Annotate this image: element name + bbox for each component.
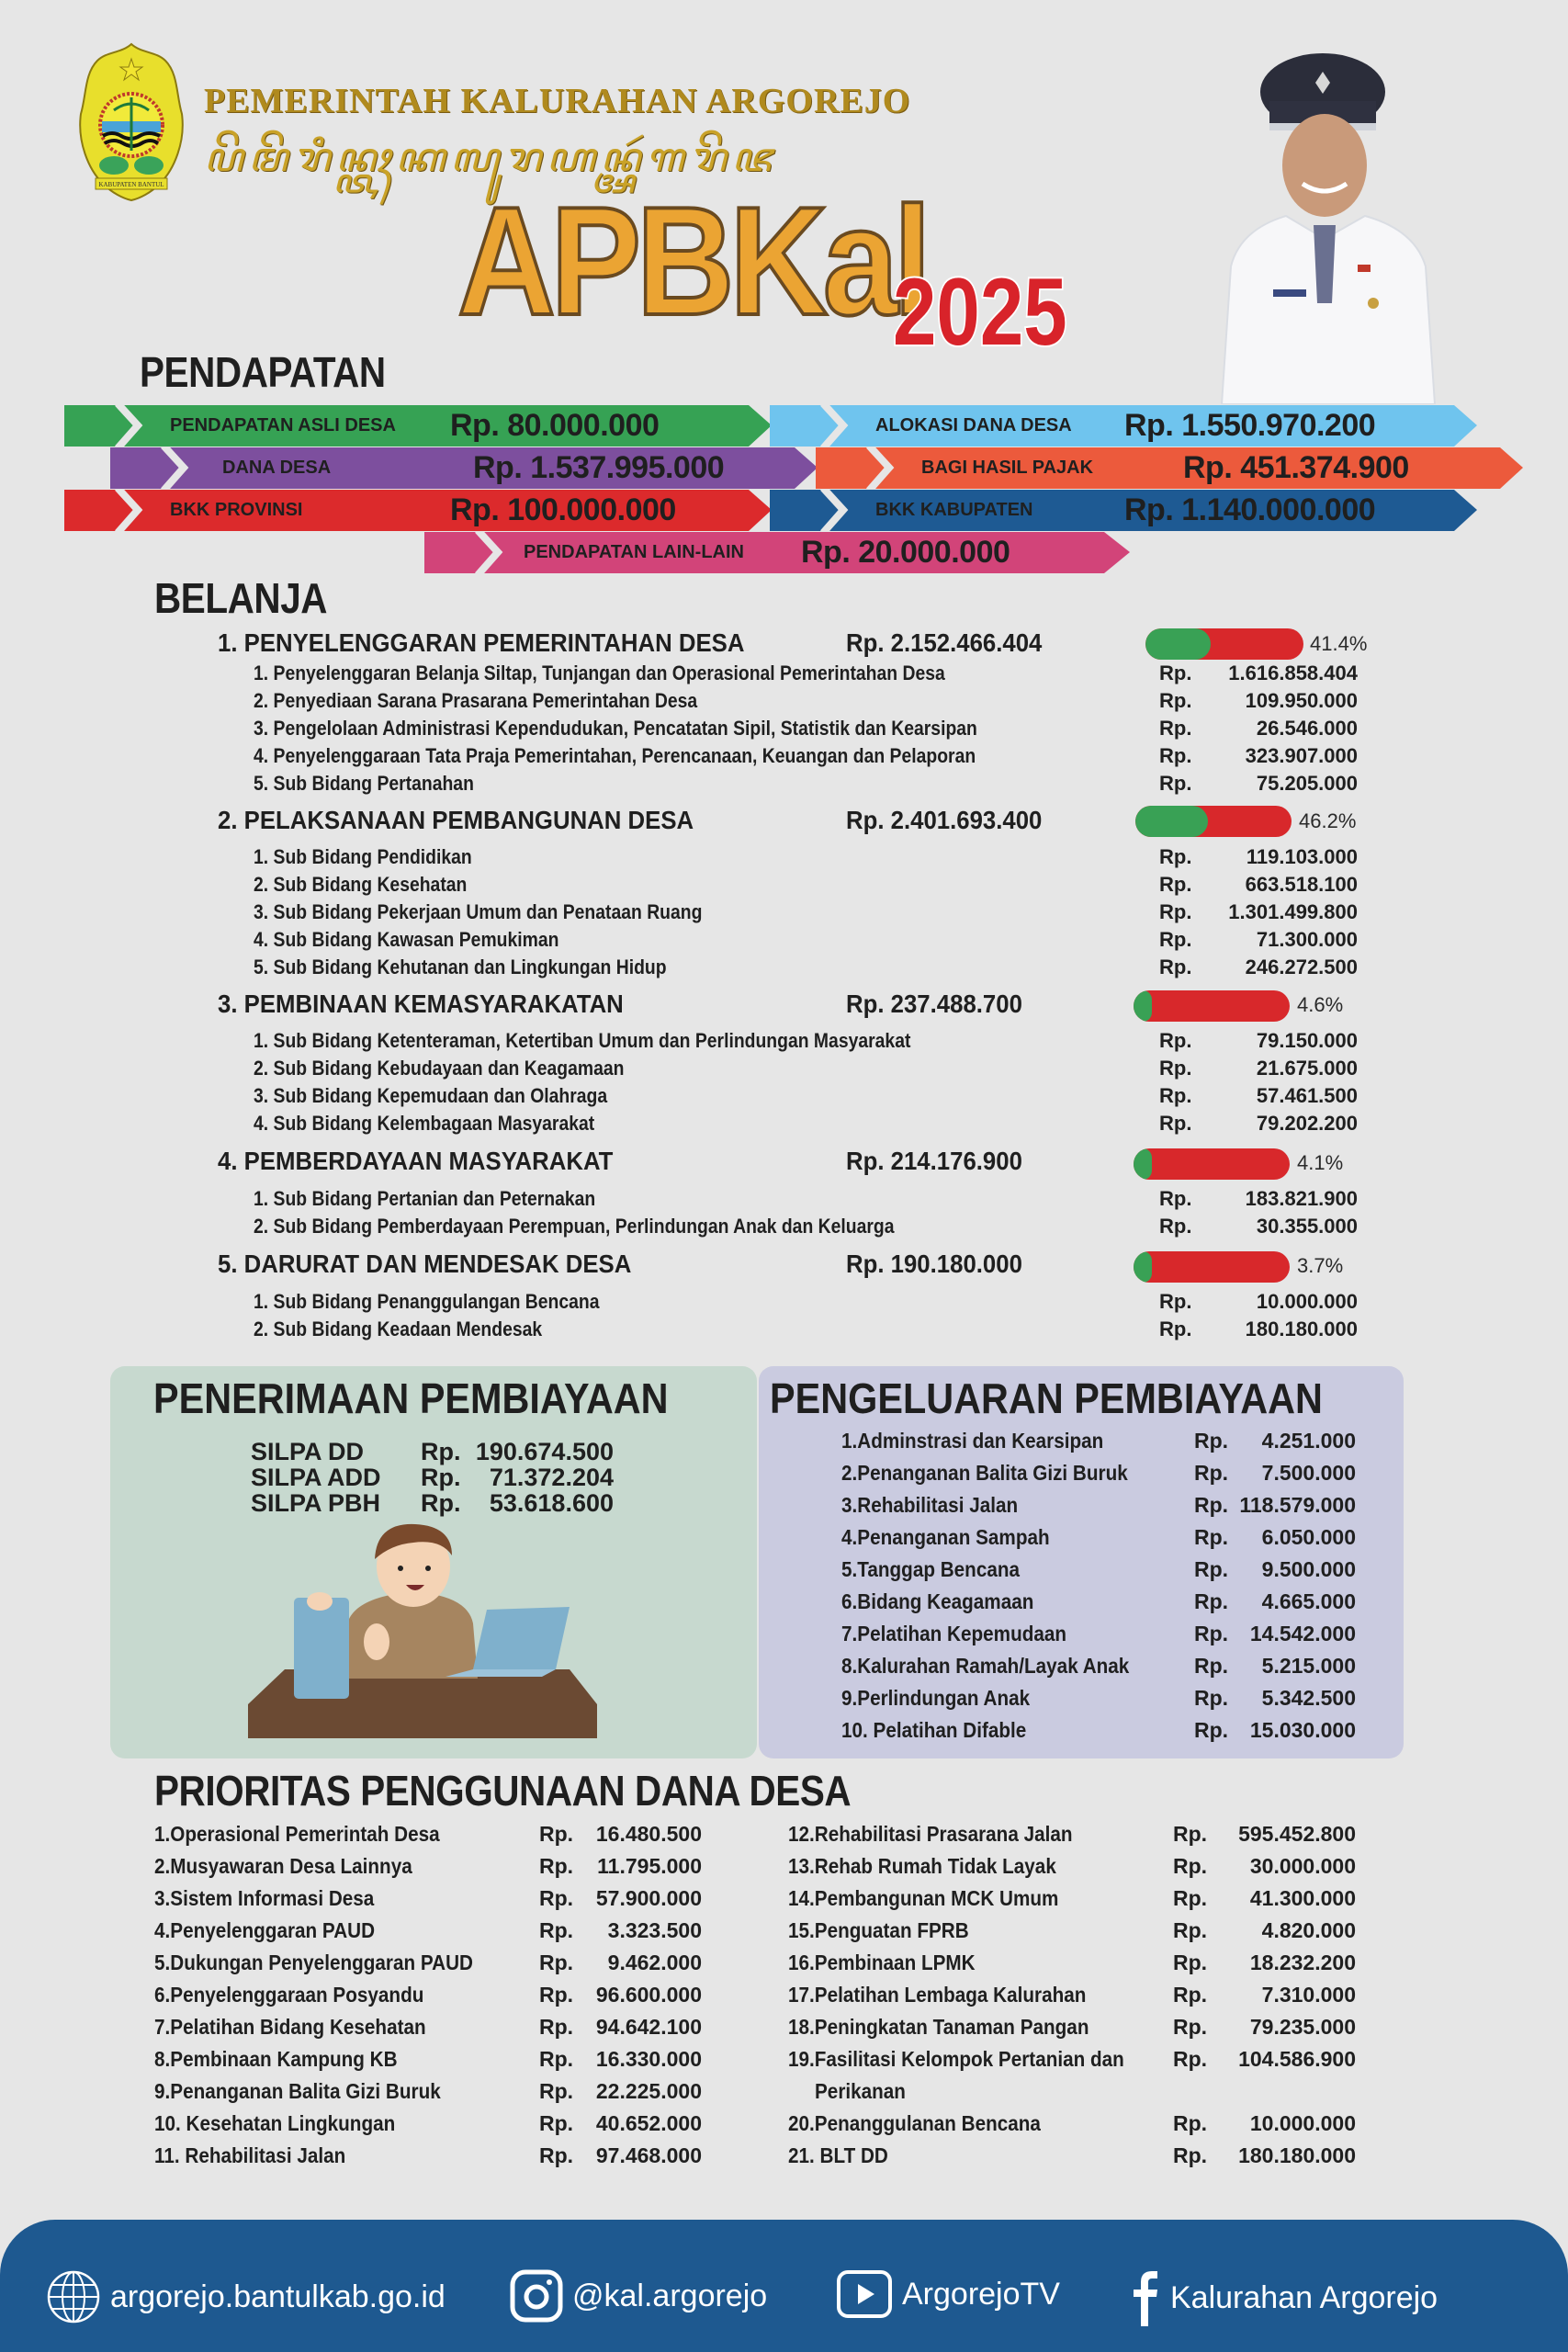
footer-youtube-link[interactable] (836, 2269, 1060, 2319)
currency-label: Rp. (1173, 1886, 1208, 1910)
belanja-item-value: 10.000.000 (1256, 1290, 1358, 1313)
belanja-percent-bar (1134, 1148, 1290, 1180)
currency-label: Rp. (1159, 1317, 1192, 1340)
currency-label: Rp. (539, 1918, 574, 1942)
belanja-item-value: 75.205.000 (1256, 772, 1358, 795)
prioritas-item-label: 9.Penanganan Balita Gizi Buruk (154, 2079, 441, 2103)
belanja-item-label: 1. Sub Bidang Ketenteraman, Ketertiban Umum dan Perlindungan Masyarakat (254, 1029, 911, 1052)
prioritas-item-value: 7.310.000 (1261, 1983, 1356, 2007)
globe-icon (46, 2269, 101, 2324)
pengeluaran-item-value: 5.215.000 (1261, 1654, 1356, 1678)
currency-label: Rp. (1159, 1112, 1192, 1135)
belanja-item-value: 109.950.000 (1245, 689, 1358, 712)
pendapatan-item-bhp (816, 447, 1523, 489)
prioritas-item-label: 20.Penanggulanan Bencana (788, 2111, 1041, 2135)
currency-label: Rp. (539, 1983, 574, 2007)
belanja-group-amount: Rp. 190.180.000 (846, 1250, 1022, 1278)
currency-label: Rp. (1194, 1525, 1229, 1549)
belanja-group-amount: Rp. 2.401.693.400 (846, 806, 1043, 834)
belanja-heading: BELANJA (154, 574, 328, 622)
currency-label: Rp. (1194, 1718, 1229, 1742)
silpa-value: 190.674.500 (475, 1438, 614, 1465)
instagram-icon (510, 2269, 563, 2323)
belanja-item-label: 1. Sub Bidang Penanggulangan Bencana (254, 1290, 600, 1313)
currency-label: Rp. (1159, 717, 1192, 740)
pengeluaran-item-value: 5.342.500 (1261, 1686, 1356, 1710)
currency-label: Rp. (1159, 873, 1192, 896)
footer-youtube-text: ArgorejoTV (902, 2276, 1060, 2312)
currency-label: Rp. (1159, 772, 1192, 795)
pengeluaran-item-value: 4.251.000 (1261, 1429, 1356, 1453)
pendapatan-label: PENDAPATAN LAIN-LAIN (524, 542, 744, 562)
currency-label: Rp. (1194, 1622, 1229, 1645)
belanja-item-value: 663.518.100 (1245, 873, 1358, 896)
pendapatan-item-bkk-provinsi (64, 490, 772, 531)
prioritas-item-label: 4.Penyelenggaran PAUD (154, 1918, 376, 1942)
penerimaan-pembiayaan-panel (110, 1366, 757, 1758)
prioritas-item-value: 30.000.000 (1249, 1854, 1356, 1878)
youtube-icon (836, 2269, 893, 2319)
currency-label: Rp. (1159, 662, 1192, 684)
belanja-item-label: 1. Sub Bidang Pendidikan (254, 845, 472, 868)
silpa-value: 53.618.600 (489, 1489, 614, 1517)
pengeluaran-item-label: 9.Perlindungan Anak (841, 1686, 1031, 1710)
currency-label: Rp. (1159, 1187, 1192, 1210)
belanja-percent-bar (1134, 990, 1290, 1022)
footer-facebook-link[interactable] (1128, 2269, 1438, 2326)
prioritas-item-value: 10.000.000 (1249, 2111, 1356, 2135)
currency-label: Rp. (1173, 1951, 1208, 1974)
currency-label: Rp. (539, 2111, 574, 2135)
currency-label: Rp. (539, 2047, 574, 2071)
prioritas-item-label: 13.Rehab Rumah Tidak Layak (788, 1854, 1056, 1878)
pendapatan-amount: Rp. 1.537.995.000 (473, 450, 725, 485)
prioritas-item-label: 3.Sistem Informasi Desa (154, 1886, 375, 1910)
prioritas-item-value: 41.300.000 (1249, 1886, 1356, 1910)
pengeluaran-item-label: 5.Tanggap Bencana (841, 1557, 1021, 1581)
currency-label: Rp. (1194, 1429, 1229, 1453)
pengeluaran-item-label: 7.Pelatihan Kepemudaan (841, 1622, 1067, 1645)
belanja-item-label: 2. Sub Bidang Pemberdayaan Perempuan, Perlindungan Anak dan Keluarga (254, 1215, 895, 1238)
pendapatan-label: BKK PROVINSI (170, 500, 303, 520)
belanja-percent-bar (1145, 628, 1303, 660)
currency-label: Rp. (1159, 928, 1192, 951)
prioritas-item-value: 16.330.000 (595, 2047, 702, 2071)
currency-label: Rp. (1173, 1854, 1208, 1878)
belanja-item-value: 183.821.900 (1245, 1187, 1358, 1210)
pengeluaran-item-label: 8.Kalurahan Ramah/Layak Anak (841, 1654, 1130, 1678)
silpa-label: SILPA PBH (251, 1489, 381, 1517)
currency-label: Rp. (1173, 2015, 1208, 2039)
footer-instagram-text: @kal.argorejo (572, 2278, 768, 2313)
prioritas-item-label: 15.Penguatan FPRB (788, 1918, 969, 1942)
pendapatan-amount: Rp. 451.374.900 (1183, 450, 1409, 485)
prioritas-item-value: 94.642.100 (595, 2015, 702, 2039)
prioritas-item-value: 104.586.900 (1238, 2047, 1356, 2071)
footer-facebook-text: Kalurahan Argorejo (1170, 2279, 1438, 2315)
footer-instagram-link[interactable] (510, 2269, 767, 2323)
currency-label: Rp. (539, 2079, 574, 2103)
pengeluaran-item-label: 4.Penanganan Sampah (841, 1525, 1050, 1549)
belanja-item-value: 323.907.000 (1245, 744, 1358, 767)
pendapatan-label: BKK KABUPATEN (875, 500, 1033, 520)
belanja-percent-label: 3.7% (1297, 1254, 1344, 1277)
silpa-label: SILPA DD (251, 1438, 365, 1465)
belanja-item-value: 246.272.500 (1245, 956, 1358, 978)
prioritas-item-value: 180.180.000 (1238, 2143, 1356, 2167)
pengeluaran-item-value: 7.500.000 (1261, 1461, 1356, 1485)
belanja-group-title: 3. PEMBINAAN KEMASYARAKATAN (218, 989, 624, 1018)
belanja-group-title: 4. PEMBERDAYAAN MASYARAKAT (218, 1147, 614, 1175)
belanja-item-value: 30.355.000 (1256, 1215, 1358, 1238)
belanja-percent-bar (1134, 1251, 1290, 1283)
belanja-percent-label: 4.1% (1297, 1151, 1344, 1174)
currency-label: Rp. (1159, 1084, 1192, 1107)
silpa-value: 71.372.204 (489, 1464, 614, 1491)
belanja-item-label: 4. Penyelenggaraan Tata Praja Pemerintahan, Perencanaan, Keuangan dan Pelaporan (254, 744, 976, 767)
belanja-item-label: 3. Sub Bidang Kepemudaan dan Olahraga (254, 1084, 608, 1107)
prioritas-item-value: 96.600.000 (595, 1983, 702, 2007)
penerimaan-heading: PENERIMAAN PEMBIAYAAN (153, 1374, 669, 1422)
belanja-item-label: 1. Sub Bidang Pertanian dan Peternakan (254, 1187, 596, 1210)
prioritas-item-label-continued: Perikanan (815, 2079, 906, 2103)
belanja-item-value: 180.180.000 (1245, 1317, 1358, 1340)
currency-label: Rp. (1173, 1822, 1208, 1846)
belanja-item-label: 2. Sub Bidang Kebudayaan dan Keagamaan (254, 1057, 625, 1080)
official-portrait (1185, 28, 1470, 404)
currency-label: Rp. (1159, 1029, 1192, 1052)
pengeluaran-item-label: 2.Penanganan Balita Gizi Buruk (841, 1461, 1128, 1485)
facebook-icon (1128, 2269, 1161, 2326)
belanja-item-label: 1. Penyelenggaran Belanja Siltap, Tunjangan dan Operasional Pemerintahan Desa (254, 662, 945, 684)
prioritas-item-label: 6.Penyelenggaraan Posyandu (154, 1983, 424, 2007)
belanja-percent-bar (1135, 806, 1292, 837)
prioritas-item-label: 17.Pelatihan Lembaga Kalurahan (788, 1983, 1087, 2007)
currency-label: Rp. (539, 1822, 574, 1846)
org-name: PEMERINTAH KALURAHAN ARGOREJO (204, 82, 911, 120)
prioritas-item-value: 97.468.000 (595, 2143, 702, 2167)
javanese-script-title: ꦥꦼꦩꦼꦫꦶꦤ꧀ꦠꦃꦏꦭꦸꦫꦲꦤ꧀ꦄꦂꦒꦫꦼꦗ (204, 134, 778, 181)
currency-label: Rp. (1173, 2047, 1208, 2071)
belanja-item-label: 2. Penyediaan Sarana Prasarana Pemerintahan Desa (254, 689, 698, 712)
currency-label: Rp. (539, 1854, 574, 1878)
pendapatan-amount: Rp. 20.000.000 (801, 535, 1010, 570)
prioritas-item-label: 5.Dukungan Penyelenggaran PAUD (154, 1951, 473, 1974)
prioritas-item-label: 19.Fasilitasi Kelompok Pertanian dan (788, 2047, 1124, 2071)
belanja-group-amount: Rp. 2.152.466.404 (846, 628, 1043, 657)
currency-label: Rp. (539, 1951, 574, 1974)
pendapatan-item-lain-lain (424, 532, 1130, 573)
currency-label: Rp. (1173, 2111, 1208, 2135)
prioritas-item-label: 16.Pembinaan LPMK (788, 1951, 976, 1974)
footer-website-text: argorejo.bantulkab.go.id (110, 2278, 446, 2314)
prioritas-item-label: 14.Pembangunan MCK Umum (788, 1886, 1059, 1910)
pengeluaran-item-value: 15.030.000 (1249, 1718, 1356, 1742)
pengeluaran-item-label: 6.Bidang Keagamaan (841, 1589, 1034, 1613)
pengeluaran-item-value: 4.665.000 (1261, 1589, 1356, 1613)
pendapatan-label: ALOKASI DANA DESA (875, 415, 1072, 435)
pendapatan-item-pad (64, 405, 772, 447)
prioritas-item-value: 4.820.000 (1261, 1918, 1356, 1942)
footer-website-link[interactable] (46, 2269, 446, 2324)
prioritas-heading: PRIORITAS PENGGUNAAN DANA DESA (154, 1767, 852, 1815)
prioritas-item-value: 40.652.000 (595, 2111, 702, 2135)
currency-label: Rp. (1159, 744, 1192, 767)
official-desk-illustration (211, 1522, 671, 1752)
prioritas-item-label: 12.Rehabilitasi Prasarana Jalan (788, 1822, 1073, 1846)
prioritas-item-value: 595.452.800 (1238, 1822, 1356, 1846)
pengeluaran-heading: PENGELUARAN PEMBIAYAAN (770, 1374, 1323, 1422)
kabupaten-bantul-logo (77, 40, 186, 202)
pendapatan-amount: Rp. 1.140.000.000 (1124, 492, 1376, 527)
pengeluaran-item-value: 14.542.000 (1249, 1622, 1356, 1645)
currency-label: Rp. (1173, 1983, 1208, 2007)
prioritas-item-label: 2.Musyawaran Desa Lainnya (154, 1854, 412, 1878)
page-title: APBKal (457, 175, 927, 347)
currency-label: Rp. (421, 1438, 461, 1465)
prioritas-item-label: 7.Pelatihan Bidang Kesehatan (154, 2015, 426, 2039)
belanja-item-label: 3. Sub Bidang Pekerjaan Umum dan Penataan Ruang (254, 900, 703, 923)
pengeluaran-item-label: 10. Pelatihan Difable (841, 1718, 1027, 1742)
currency-label: Rp. (1159, 1215, 1192, 1238)
pendapatan-amount: Rp. 80.000.000 (450, 408, 660, 443)
currency-label: Rp. (539, 2143, 574, 2167)
pendapatan-item-dana-desa (110, 447, 818, 489)
currency-label: Rp. (1194, 1557, 1229, 1581)
currency-label: Rp. (1194, 1686, 1229, 1710)
prioritas-item-label: 1.Operasional Pemerintah Desa (154, 1822, 440, 1846)
belanja-group-title: 2. PELAKSANAAN PEMBANGUNAN DESA (218, 806, 694, 834)
currency-label: Rp. (1159, 956, 1192, 978)
prioritas-item-label: 21. BLT DD (788, 2143, 888, 2167)
currency-label: Rp. (1194, 1461, 1229, 1485)
belanja-item-value: 79.202.200 (1256, 1112, 1358, 1135)
belanja-item-label: 3. Pengelolaan Administrasi Kependudukan, Pencatatan Sipil, Statistik dan Kearsipan (254, 717, 977, 740)
belanja-item-value: 1.616.858.404 (1228, 662, 1358, 684)
belanja-group-amount: Rp. 214.176.900 (846, 1147, 1022, 1175)
pendapatan-item-bkk-kabupaten (770, 490, 1477, 531)
prioritas-item-value: 57.900.000 (595, 1886, 702, 1910)
belanja-item-value: 26.546.000 (1256, 717, 1358, 740)
belanja-item-label: 4. Sub Bidang Kawasan Pemukiman (254, 928, 559, 951)
svg-text:KABUPATEN BANTUL: KABUPATEN BANTUL (98, 181, 164, 188)
pengeluaran-pembiayaan-panel (759, 1366, 1404, 1758)
year-label: 2025 (893, 259, 1067, 366)
belanja-group-amount: Rp. 237.488.700 (846, 989, 1022, 1018)
prioritas-item-label: 11. Rehabilitasi Jalan (154, 2143, 346, 2167)
belanja-percent-label: 41.4% (1310, 632, 1368, 655)
belanja-item-value: 79.150.000 (1256, 1029, 1358, 1052)
belanja-percent-label: 4.6% (1297, 993, 1344, 1016)
pengeluaran-item-value: 118.579.000 (1239, 1493, 1356, 1517)
pendapatan-amount: Rp. 100.000.000 (450, 492, 676, 527)
belanja-item-label: 4. Sub Bidang Kelembagaan Masyarakat (254, 1112, 595, 1135)
belanja-item-value: 57.461.500 (1256, 1084, 1358, 1107)
belanja-item-label: 5. Sub Bidang Pertanahan (254, 772, 474, 795)
belanja-item-value: 119.103.000 (1246, 845, 1358, 868)
pengeluaran-item-label: 1.Adminstrasi dan Kearsipan (841, 1429, 1104, 1453)
footer-contact-bar (0, 2220, 1568, 2352)
prioritas-item-label: 8.Pembinaan Kampung KB (154, 2047, 398, 2071)
prioritas-item-label: 10. Kesehatan Lingkungan (154, 2111, 396, 2135)
currency-label: Rp. (421, 1464, 461, 1491)
pendapatan-heading: PENDAPATAN (140, 348, 386, 396)
prioritas-item-value: 22.225.000 (595, 2079, 702, 2103)
belanja-percent-label: 46.2% (1299, 809, 1357, 832)
currency-label: Rp. (421, 1489, 461, 1517)
currency-label: Rp. (1194, 1654, 1229, 1678)
currency-label: Rp. (1159, 1290, 1192, 1313)
pendapatan-label: BAGI HASIL PAJAK (921, 458, 1094, 478)
currency-label: Rp. (1173, 1918, 1208, 1942)
prioritas-item-value: 11.795.000 (597, 1854, 702, 1878)
currency-label: Rp. (1159, 845, 1192, 868)
prioritas-item-value: 18.232.200 (1249, 1951, 1356, 1974)
belanja-item-label: 2. Sub Bidang Keadaan Mendesak (254, 1317, 543, 1340)
currency-label: Rp. (1159, 689, 1192, 712)
currency-label: Rp. (1159, 1057, 1192, 1080)
prioritas-item-value: 16.480.500 (595, 1822, 702, 1846)
prioritas-item-value: 3.323.500 (607, 1918, 702, 1942)
currency-label: Rp. (539, 2015, 574, 2039)
pengeluaran-item-value: 9.500.000 (1261, 1557, 1356, 1581)
prioritas-item-value: 79.235.000 (1249, 2015, 1356, 2039)
silpa-label: SILPA ADD (251, 1464, 381, 1491)
belanja-item-value: 21.675.000 (1256, 1057, 1358, 1080)
belanja-group-title: 5. DARURAT DAN MENDESAK DESA (218, 1250, 632, 1278)
currency-label: Rp. (1159, 900, 1192, 923)
currency-label: Rp. (539, 1886, 574, 1910)
belanja-item-label: 5. Sub Bidang Kehutanan dan Lingkungan Hidup (254, 956, 667, 978)
pendapatan-label: PENDAPATAN ASLI DESA (170, 415, 396, 435)
pengeluaran-item-value: 6.050.000 (1261, 1525, 1356, 1549)
pengeluaran-item-label: 3.Rehabilitasi Jalan (841, 1493, 1019, 1517)
belanja-item-value: 71.300.000 (1256, 928, 1358, 951)
pendapatan-label: DANA DESA (222, 458, 332, 478)
belanja-item-value: 1.301.499.800 (1228, 900, 1358, 923)
prioritas-item-value: 9.462.000 (607, 1951, 702, 1974)
prioritas-item-label: 18.Peningkatan Tanaman Pangan (788, 2015, 1089, 2039)
pendapatan-item-add (770, 405, 1477, 447)
currency-label: Rp. (1194, 1493, 1229, 1517)
belanja-group-title: 1. PENYELENGGARAN PEMERINTAHAN DESA (218, 628, 745, 657)
pendapatan-amount: Rp. 1.550.970.200 (1124, 408, 1376, 443)
currency-label: Rp. (1173, 2143, 1208, 2167)
belanja-item-label: 2. Sub Bidang Kesehatan (254, 873, 468, 896)
currency-label: Rp. (1194, 1589, 1229, 1613)
